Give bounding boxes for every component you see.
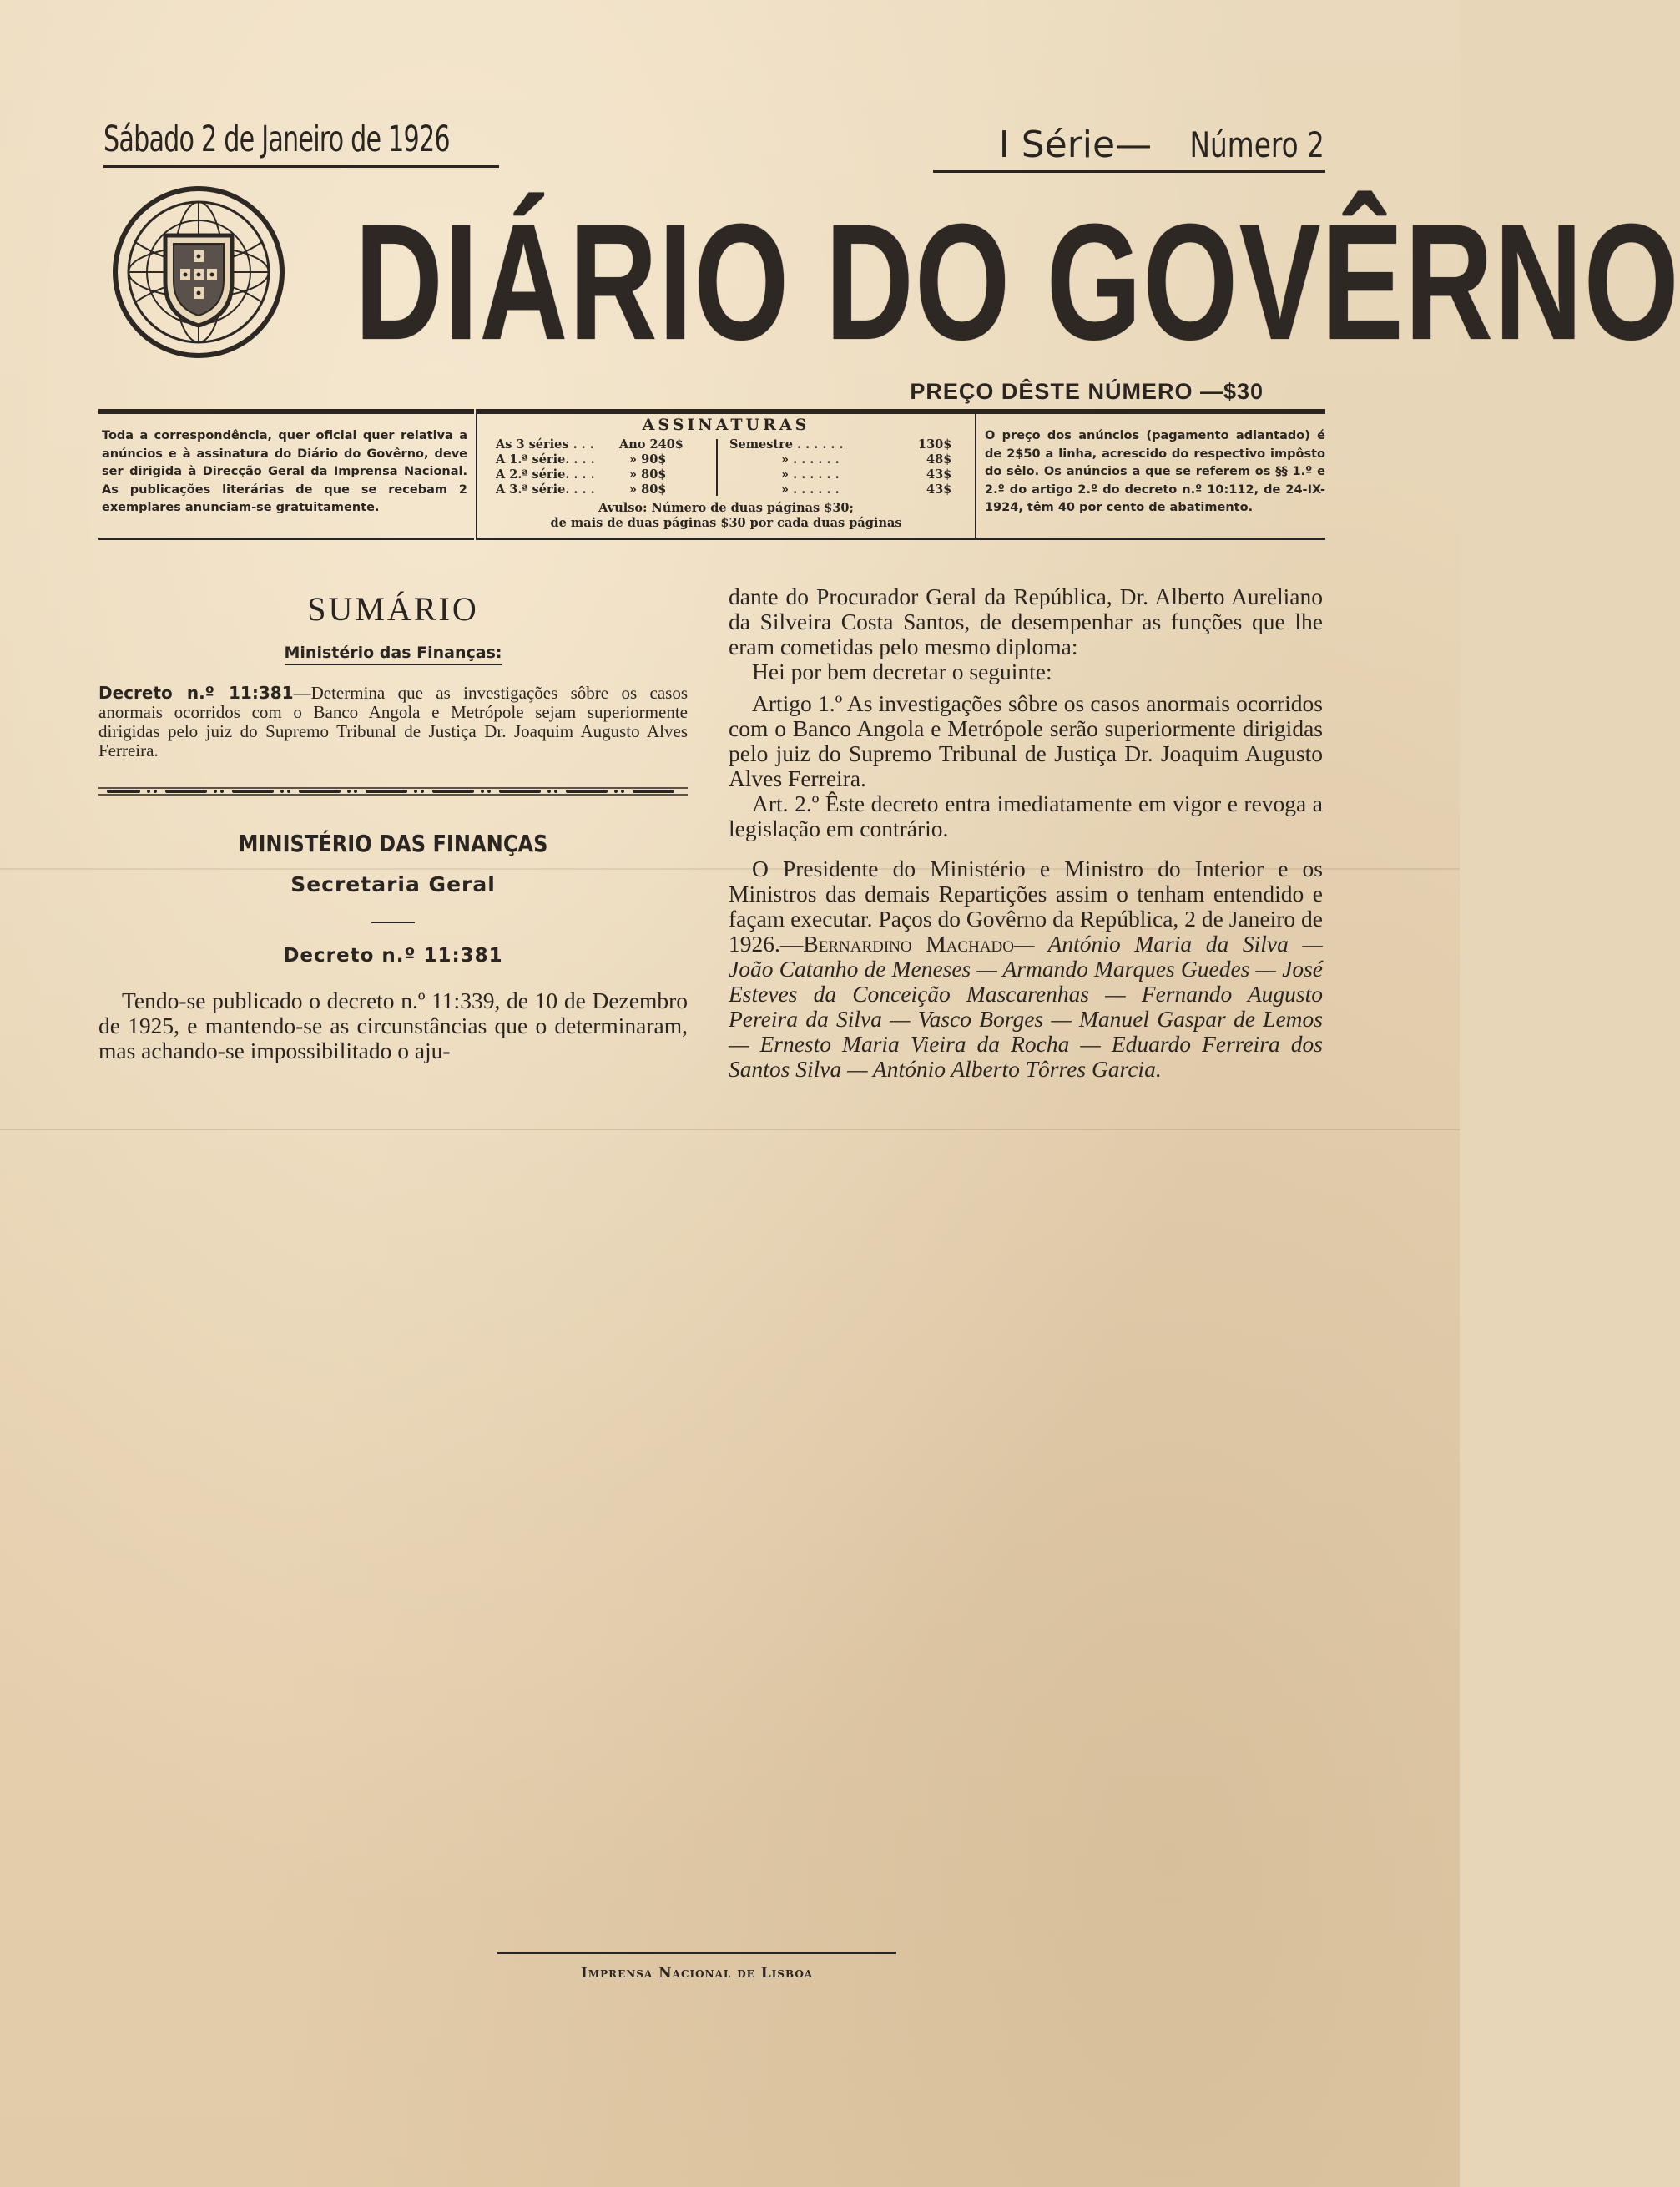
subscription-year: » 80$ <box>629 467 667 482</box>
summary-ministry <box>98 644 688 665</box>
paper-fold <box>0 1129 1460 1130</box>
right-column <box>729 584 1323 1082</box>
newspaper-title: DIÁRIO DO GOVÊRNO <box>355 189 1680 374</box>
subscription-year: » 90$ <box>629 452 667 467</box>
printer-imprint: Imprensa Nacional de Lisboa <box>580 1965 814 1982</box>
secretariat-title: Secretaria Geral <box>290 872 496 897</box>
decree-closing-text: O Presidente do Ministério e Ministro do Interior e os Ministros das demais Repartições assim o tenham entendido e façam executar. Paços do Govêrno da República, 2 de Janeiro de 1926.— <box>729 856 1323 957</box>
subscription-row <box>496 437 963 452</box>
subscription-semester-label: » . . . . . . <box>781 482 840 497</box>
issue-series <box>999 124 1324 166</box>
subscription-row <box>496 482 963 498</box>
subscription-semester-label: Semestre . . . . . . <box>729 437 844 452</box>
president-signature: Bernardino Machado <box>803 931 1014 957</box>
series-label: I Série <box>998 124 1116 166</box>
subscriptions-box <box>476 409 976 540</box>
summary-ministry-label: Ministério das Finanças: <box>285 644 502 665</box>
decree-preamble: Tendo-se publicado o decreto n.º 11:339, de 10 de Dezembro de 1925, e mantendo-se as circunstâncias que o determinaram, mas achando-se impossibilitado o aju- <box>98 987 688 1063</box>
subscription-semester-label: » . . . . . . <box>781 467 840 482</box>
subscriptions-extra-pages: de mais de duas páginas $30 por cada duas páginas <box>550 516 902 530</box>
subscriptions-table <box>496 437 963 498</box>
subscription-label: A 2.ª série. . . . <box>496 467 595 482</box>
subscriptions-single-copy: Avulso: Número de duas páginas $30; <box>598 501 854 515</box>
coat-of-arms-icon <box>110 184 287 361</box>
ministers-signatures: — António Maria da Silva — João Catanho de Meneses — Armando Marques Guedes — José Esteves da Conceição Mascarenhas — Fernando Augusto Pereira da Silva — Vasco Borges — Manuel Gaspar de Lemos — Ernesto Maria Vieira da Rocha — Eduardo Ferreira dos Santos Silva — António Alberto Tôrres Garcia. <box>729 931 1323 1082</box>
subscription-row <box>496 452 963 467</box>
subscription-label: A 3.ª série. . . . <box>496 482 595 497</box>
left-column <box>98 584 688 1063</box>
subscription-row <box>496 467 963 482</box>
summary-decree-number: Decreto n.º 11:381 <box>98 683 294 703</box>
correspondence-box <box>98 409 474 540</box>
series-dash: — <box>1115 124 1153 166</box>
decree-preamble-continued: dante do Procurador Geral da República, Dr. Alberto Aureliano da Silveira Costa Santos, de desempenhar as funções que lhe eram cometidas pelo mesmo diploma: <box>729 583 1323 659</box>
subscription-label: As 3 séries . . . <box>496 437 594 452</box>
summary-decree-text: —Determina que as investigações sôbre os casos anormais ocorridos com o Banco Angola e Metrópole sejam superiormente dirigidas pelo juiz do Supremo Tribunal de Justiça Dr. Joaquim Augusto Alves Ferreira. <box>98 683 689 760</box>
subscription-semester: 130$ <box>918 437 952 452</box>
subscription-year: » 80$ <box>629 482 667 497</box>
subscription-semester: 43$ <box>926 467 952 482</box>
decree-article-1: Artigo 1.º As investigações sôbre os casos anormais ocorridos com o Banco Angola e Metrópole serão superiormente dirigidas pelo juiz do Supremo Tribunal de Justiça Dr. Joaquim Augusto Alves Ferreira. <box>729 690 1323 791</box>
subscription-semester-label: » . . . . . . <box>781 452 840 467</box>
section-rule <box>371 922 415 923</box>
decree-closing <box>729 856 1323 1082</box>
header-rule-left <box>103 165 499 168</box>
subscription-semester: 43$ <box>926 482 952 497</box>
header-rule-right <box>933 170 1325 173</box>
decree-article-2: Art. 2.º Êste decreto entra imediatamente em vigor e revoga a legislação em contrário. <box>729 790 1323 841</box>
subscription-year: Ano 240$ <box>619 437 684 452</box>
ministry-title: MINISTÉRIO DAS FINANÇAS <box>238 830 548 857</box>
subscriptions-title: ASSINATURAS <box>642 416 810 434</box>
summary-entry <box>98 684 688 760</box>
subscription-label: A 1.ª série. . . . <box>496 452 595 467</box>
summary-title: SUMÁRIO <box>307 590 479 628</box>
decree-enactment: Hei por bem decretar o seguinte: <box>752 659 1052 684</box>
issue-price: PREÇO DÊSTE NÚMERO —$30 <box>910 379 1264 404</box>
footer-rule <box>497 1952 896 1954</box>
advertising-text: O preço dos anúncios (pagamento adiantado) é de 2$50 a linha, acrescido do respectivo impôsto do sêlo. Os anúncios a que se referem os §§ 1.º e 2.º do artigo 2.º do decreto n.º 10:112, de 24-IX-1924, têm 40 por cento de abatimento. <box>985 429 1325 514</box>
issue-date: Sábado 2 de Janeiro de 1926 <box>103 119 450 160</box>
correspondence-text: Toda a correspondência, quer oficial quer relativa a anúncios e à assinatura do Diário do Govêrno, deve ser dirigida à Direcção Geral da Imprensa Nacional. As publicações literárias de que se recebam 2 exemplares anunciam-se gratuitamente. <box>102 429 467 514</box>
ornamental-divider <box>98 785 688 797</box>
issue-number: Número 2 <box>1189 124 1324 165</box>
advertising-box <box>975 409 1325 540</box>
subscription-semester: 48$ <box>926 452 952 467</box>
decree-title: Decreto n.º 11:381 <box>283 945 503 967</box>
